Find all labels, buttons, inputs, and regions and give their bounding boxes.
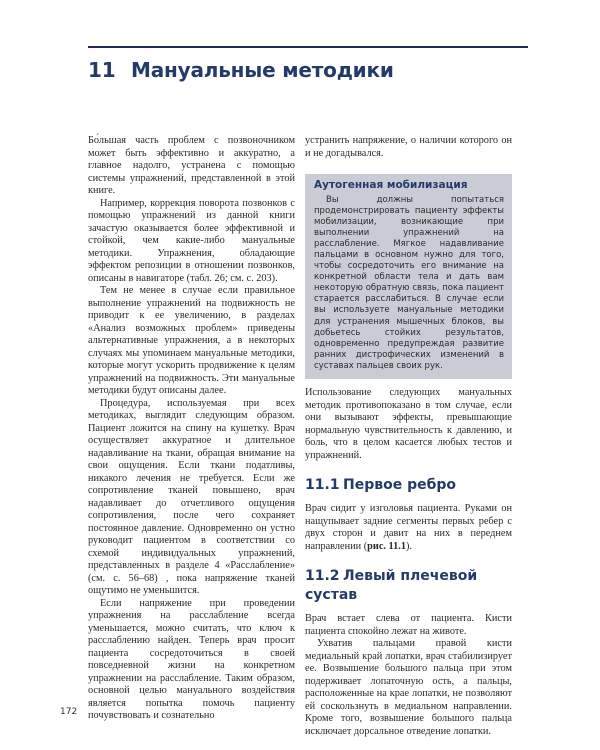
paragraph: Например, коррекция поворота позвонков с помощью упражнений из данной книги зачастую оказывается более эффективной и стойкой, чем какие-либо мануальные методики. Упражнения, обладающие эффектом репозиции в отношении позвонков, описаны в навигаторе (табл. 26; см. с. 203). [88, 197, 295, 284]
paragraph-text: ). [406, 540, 413, 552]
info-box [305, 174, 512, 379]
section-title: Левый плечевой сустав [305, 568, 478, 603]
chapter-title: Мануальные методики [131, 58, 394, 82]
chapter-number: 11 [88, 58, 116, 82]
paragraph [305, 503, 512, 553]
left-column [88, 135, 295, 723]
paragraph: Использование следующих мануальных методик противопоказано в том случае, если они вызывают эффекты, превышающие нормальную чувствительность к давлению, и боль, что в целом касается любых тестов и упражнений. [305, 387, 512, 461]
page-number: 172 [60, 707, 78, 717]
top-rule [88, 46, 528, 48]
right-column [305, 135, 512, 738]
paragraph-continuation: устранить напряжение, о наличии которого он и не догадывался. [305, 135, 512, 159]
chapter-heading [88, 58, 548, 82]
section-heading-11-1 [305, 476, 512, 495]
paragraph: Процедура, используемая при всех методиках, выглядит следующим образом. Пациент ложится на спину на кушетку. Врач осуществляет аккуратное и длительное надавливание на ткани, обращая внимание на свои ощущения. Если ткани податливы, никакого лечения не требуется. Если же сопротивление тканей повышено, врач надавливает до отчетливого ощущения сопротивления, после чего сохраняет постоянное давление. Одновременно он устно руководит пациентом в соответствии со схемой индивидуальных упражнений, представленных в разделе 4 «Расслабление» (см. с. 56–68) , пока напряжение тканей ощутимо не уменьшится. [88, 397, 295, 596]
info-box-title: Аутогенная мобилизация [314, 179, 468, 191]
section-number: 11.1 [305, 477, 340, 493]
section-title: Первое ребро [343, 477, 457, 493]
paragraph: Если напряжение при проведении упражнения на расслабление всегда уменьшается, можно считать, что ключ к расслаблению найден. Теперь врач просит пациента сосредоточиться в своей повседневной жизни на конкретном упражнении на расслабление. Таким образом, основной целью мануального воздействия является попытка помочь пациенту почувствовать и сознательно [88, 597, 295, 721]
paragraph: Ухватив пальцами правой кисти медиальный край лопатки, врач стабилизирует ее. Возвышение большого пальца при этом подерживает лопаточную ость, а пальцы, расположенные на крае лопатки, не позволяют ей соскользнуть в медиальном направлении. Кроме того, возвышение большого пальца исключает дорсальное отведение лопатки. [305, 638, 512, 737]
section-number: 11.2 [305, 568, 340, 584]
paragraph: Врач встает слева от пациента. Кисти пациента спокойно лежат на животе. [305, 613, 512, 637]
paragraph: Бо́льшая часть проблем с позвоночником может быть эффективно и аккуратно, а главное надолго, устранена с помощью системы упражнений, представленной в этой книге. [88, 135, 295, 196]
section-heading-11-2 [305, 567, 512, 605]
paragraph-text: Врач сидит у изголовья пациента. Руками он нащупывает задние сегменты первых ребер с двух сторон и давит на них в переднем направлении ( [305, 503, 512, 552]
info-box-text: Вы должны попытаться продемонстрировать пациенту эффекты мобилизации, возникающие при выполнении упражнений на расслабление. Мягкое надавливание пальцами в основном нужно для того, чтобы сосредоточить его внимание на конкретной области тела и дать вам некоторую обратную связь, пока пациент старается расслабиться. В случае если вы используете мануальные методики для устранения мышечных блоков, вы добьетесь стойких результатов, одновременно предупреждая развитие ранних дистрофических изменений в суставах пальцев своих рук. [314, 194, 504, 371]
paragraph: Тем не менее в случае если правильное выполнение упражнений на подвижность не приводит к ее увеличению, в разделах «Анализ возможных проблем» приведены альтернативные упражнения, а в некоторых случаях мы упоминаем мануальные методики, которые могут ускорить продвижение к целям упражнений на подвижность. Эти мануальные методики будут описаны далее. [88, 285, 295, 396]
figure-reference: рис. 11.1 [367, 540, 406, 552]
